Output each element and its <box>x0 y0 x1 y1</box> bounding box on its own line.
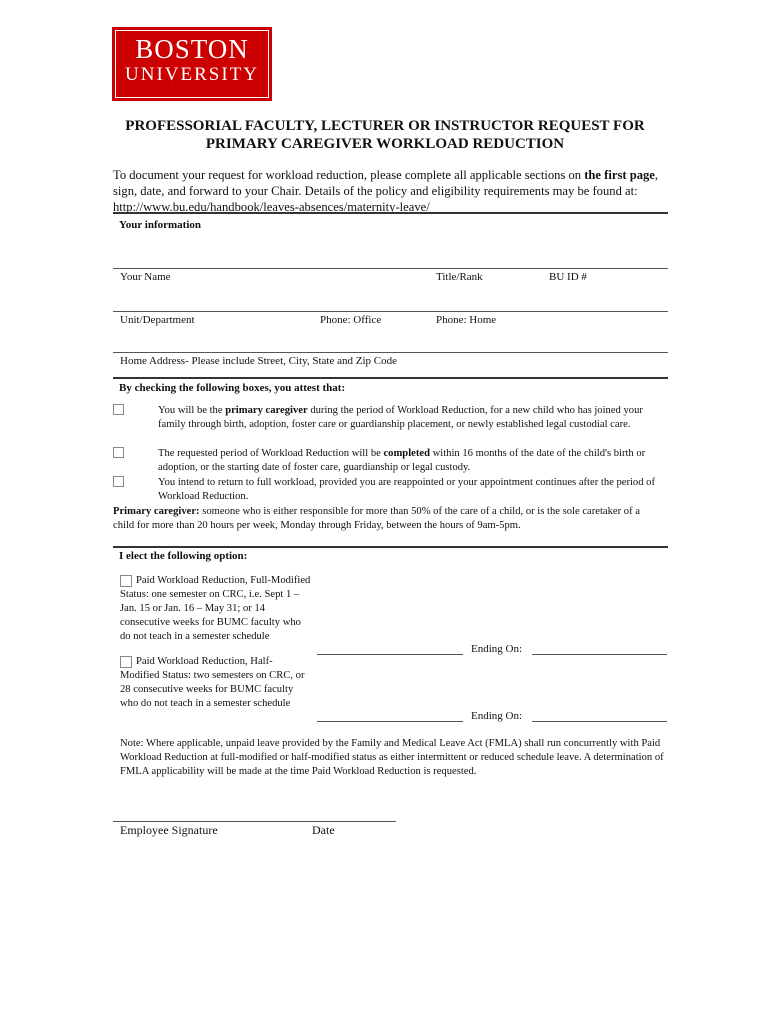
attest-item-1-bold: primary caregiver <box>225 405 308 416</box>
option-full-modified: Paid Workload Reduction, Full-Modified Status: one semester on CRC, i.e. Sept 1 – Jan. 15 or Jan. 16 – May 31; or 14 consecutive weeks for BUMC faculty who do not teach in a semester schedule <box>120 575 311 642</box>
section-divider-info <box>113 212 668 214</box>
boston-university-logo <box>112 27 272 101</box>
name-line[interactable] <box>113 268 668 269</box>
form-title-line-2: PRIMARY CAREGIVER WORKLOAD REDUCTION <box>205 136 565 152</box>
title-rank-label: Title/Rank <box>436 271 483 283</box>
half-modified-start-line[interactable] <box>317 721 463 722</box>
primary-caregiver-checkbox[interactable] <box>113 404 124 415</box>
fmla-note: Note: Where applicable, unpaid leave provided by the Family and Medical Leave Act (FMLA) shall run concurrently with Paid Workload Reduction at full-modified or half-modified status as either intermittent or reduced schedule leave. A determination of FMLA applicability will be made at the time Paid Workload Reduction is requested. <box>120 738 664 777</box>
attest-item-1 <box>158 404 653 432</box>
home-address-label: Home Address- Please include Street, City, State and Zip Code <box>120 355 397 367</box>
form-title-line-1: PROFESSORIAL FACULTY, LECTURER OR INSTRUCTOR REQUEST FOR <box>125 118 645 134</box>
employee-signature-label: Employee Signature <box>120 823 218 837</box>
intro-bold: the first page <box>584 168 655 182</box>
your-name-label: Your Name <box>120 271 171 283</box>
intro-text-1: To document your request for workload reduction, please complete all applicable sections on <box>113 168 585 182</box>
full-modified-ending-line[interactable] <box>532 654 667 655</box>
logo-line-1: BOSTON <box>135 34 249 64</box>
attest-item-2-bold: completed <box>383 448 430 459</box>
bu-id-label: BU ID # <box>549 271 587 283</box>
address-line[interactable] <box>113 352 668 353</box>
completion-checkbox[interactable] <box>113 447 124 458</box>
full-modified-start-line[interactable] <box>317 654 463 655</box>
attest-item-2-text-a: The requested period of Workload Reduction will be <box>158 448 384 459</box>
attest-item-2 <box>158 447 653 475</box>
option-half-modified: Paid Workload Reduction, Half-Modified Status: two semesters on CRC, or 28 consecutive weeks for BUMC faculty who do not teach in a semester schedule <box>120 656 305 709</box>
section-divider-attest <box>113 377 668 379</box>
section-divider-options <box>113 546 668 548</box>
date-label: Date <box>312 823 335 837</box>
attest-heading: By checking the following boxes, you attest that: <box>119 382 346 394</box>
attest-item-1-text-c: during the period of Workload Reduction, for a new child who has joined your family through birth, adoption, foster care or guardianship placement, or newly established legal custodial care. <box>158 405 643 430</box>
intro-text-2: , sign, date, and forward to your Chair. Details of the policy and eligibility requirements may be found at: http://www.bu.edu/handbook/leaves-absences/maternity-leave/ <box>113 168 659 214</box>
intro-paragraph <box>113 167 661 215</box>
options-heading: I elect the following option: <box>119 550 248 562</box>
definition-term: Primary caregiver: <box>113 506 200 517</box>
unit-line[interactable] <box>113 311 668 312</box>
signature-line[interactable] <box>113 821 396 822</box>
logo-line-2: UNIVERSITY <box>125 64 259 85</box>
phone-office-label: Phone: Office <box>320 314 382 326</box>
your-information-heading: Your information <box>119 219 201 231</box>
attest-item-1-text-a: You will be the <box>158 405 226 416</box>
phone-home-label: Phone: Home <box>436 314 497 326</box>
ending-on-label-1: Ending On: <box>471 643 523 655</box>
unit-department-label: Unit/Department <box>120 314 195 326</box>
primary-caregiver-definition <box>113 505 658 533</box>
half-modified-ending-line[interactable] <box>532 721 667 722</box>
return-workload-checkbox[interactable] <box>113 476 124 487</box>
definition-text: someone who is either responsible for more than 50% of the care of a child, or is the sole caretaker of a child for more than 20 hours per week, Monday through Friday, between the hours of 9am-5pm. <box>113 506 640 531</box>
attest-item-2-text-c: within 16 months of the date of the child's birth or adoption, or the starting date of foster care, guardianship or legal custody. <box>158 448 646 473</box>
attest-item-3: You intend to return to full workload, provided you are reappointed or your appointment continues after the period of Workload Reduction. <box>158 477 656 502</box>
ending-on-label-2: Ending On: <box>471 710 523 722</box>
